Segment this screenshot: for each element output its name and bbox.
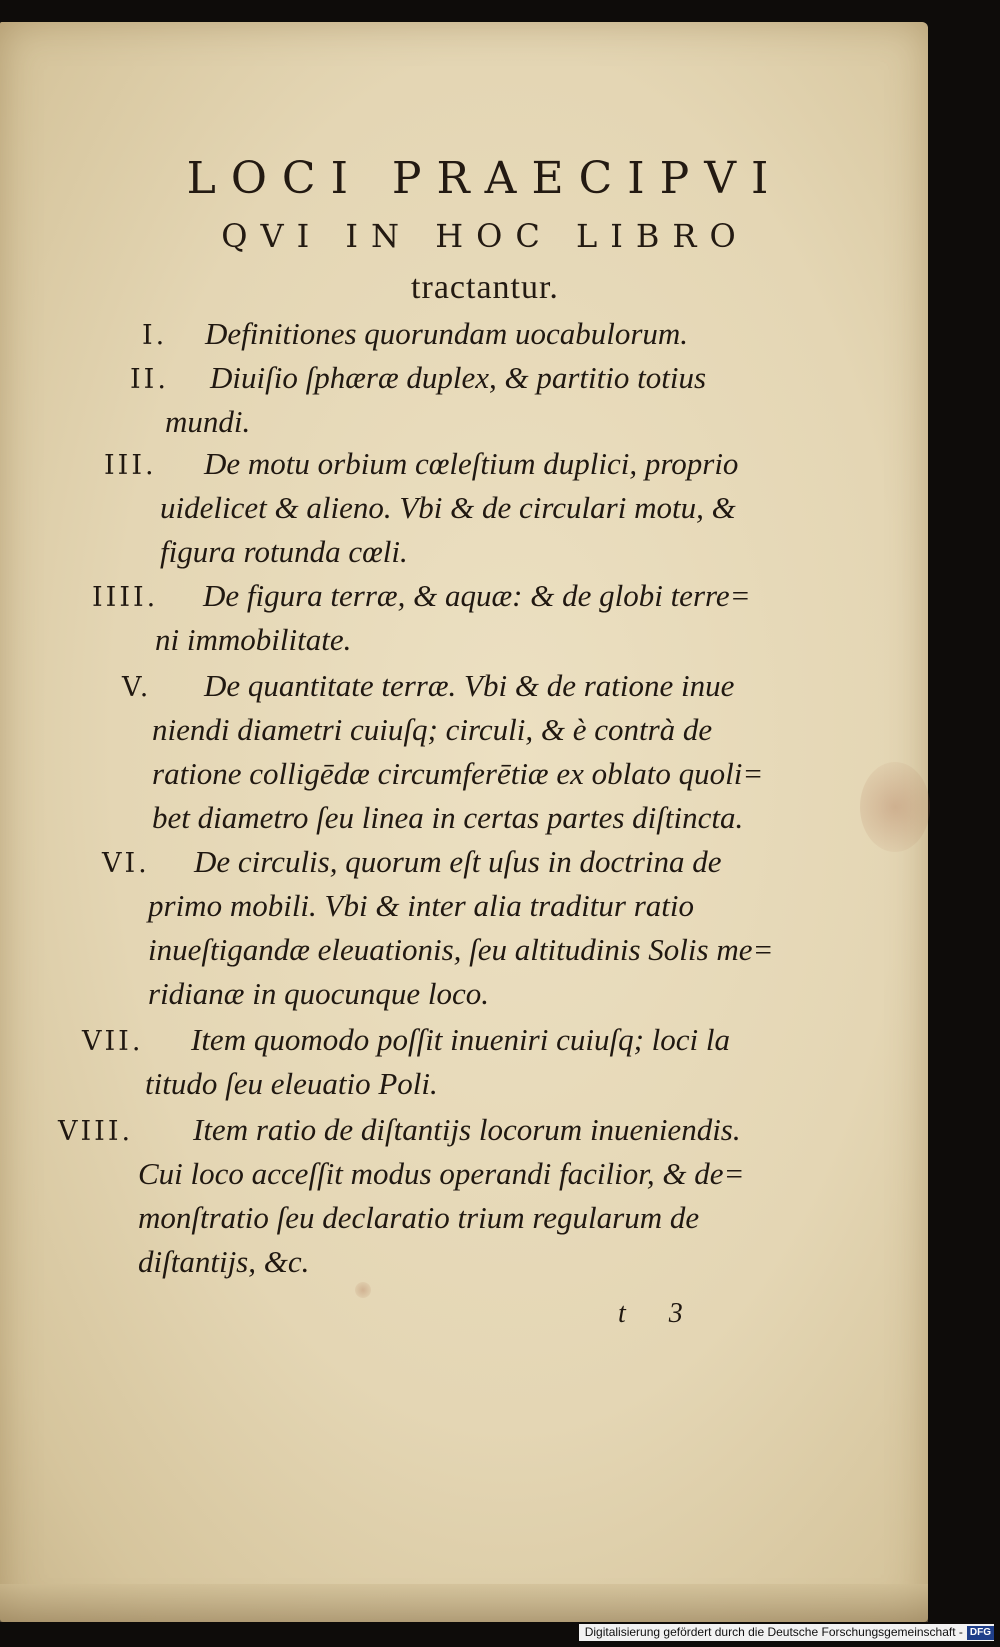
page-heading	[160, 148, 810, 314]
heading-line-1: LOCI PRAECIPVI	[186, 153, 784, 204]
entry-text: Item quomodo poſſit inueniri cuiuſq; loci la titudo ſeu eleuatio Poli.	[145, 1022, 730, 1101]
entry-text: De quantitate terræ. Vbi & de ratione inue niendi diametri cuiuſq; circuli, & è contrà de ratione colligēdæ circumferētiæ ex oblato quoli= bet diametro ſeu linea in certas partes diſtincta.	[152, 668, 764, 835]
entry-text: Diuiſio ſphæræ duplex, & partitio totius mundi.	[165, 360, 707, 439]
heading-line-3: tractantur.	[411, 269, 559, 306]
entry-number: III.	[104, 450, 157, 481]
paper-stain	[355, 1282, 371, 1298]
entry-text: De circulis, quorum eſt uſus in doctrina de primo mobili. Vbi & inter alia traditur ratio inueſtigandæ eleuationis, ſeu altitudinis Solis me= ridianæ in quocunque loco.	[148, 844, 774, 1011]
entry-number: V.	[122, 672, 152, 703]
heading-line-2: QVI IN HOC LIBRO	[221, 217, 749, 255]
footer-text: Digitalisierung gefördert durch die Deutsche Forschungsgemeinschaft -	[584, 1625, 963, 1639]
entry-text: Item ratio de diſtantijs locorum inueniendis. Cui loco acceſſit modus operandi facilior, & de= monſtratio ſeu declaratio trium regularum de diſtantijs, &c.	[138, 1112, 745, 1279]
entry-number: I.	[142, 320, 168, 351]
digitization-footer	[579, 1624, 994, 1641]
entry-text: De motu orbium cœleſtium duplici, proprio uidelicet & alieno. Vbi & de circulari motu, & figura rotunda cœli.	[160, 446, 739, 569]
paper-stain	[860, 762, 930, 852]
entry-text: De figura terræ, & aquæ: & de globi terre= ni immobilitate.	[155, 578, 751, 657]
signature-mark: t 3	[618, 1298, 701, 1329]
entry-number: VI.	[102, 848, 150, 879]
entry-number: IIII.	[92, 582, 159, 613]
dfg-logo: DFG	[967, 1626, 994, 1640]
entry-number: II.	[130, 364, 169, 395]
entry-number: VII.	[82, 1026, 144, 1057]
entry-text: Definitiones quorundam uocabulorum.	[205, 316, 689, 351]
entry-number: VIII.	[58, 1116, 134, 1147]
